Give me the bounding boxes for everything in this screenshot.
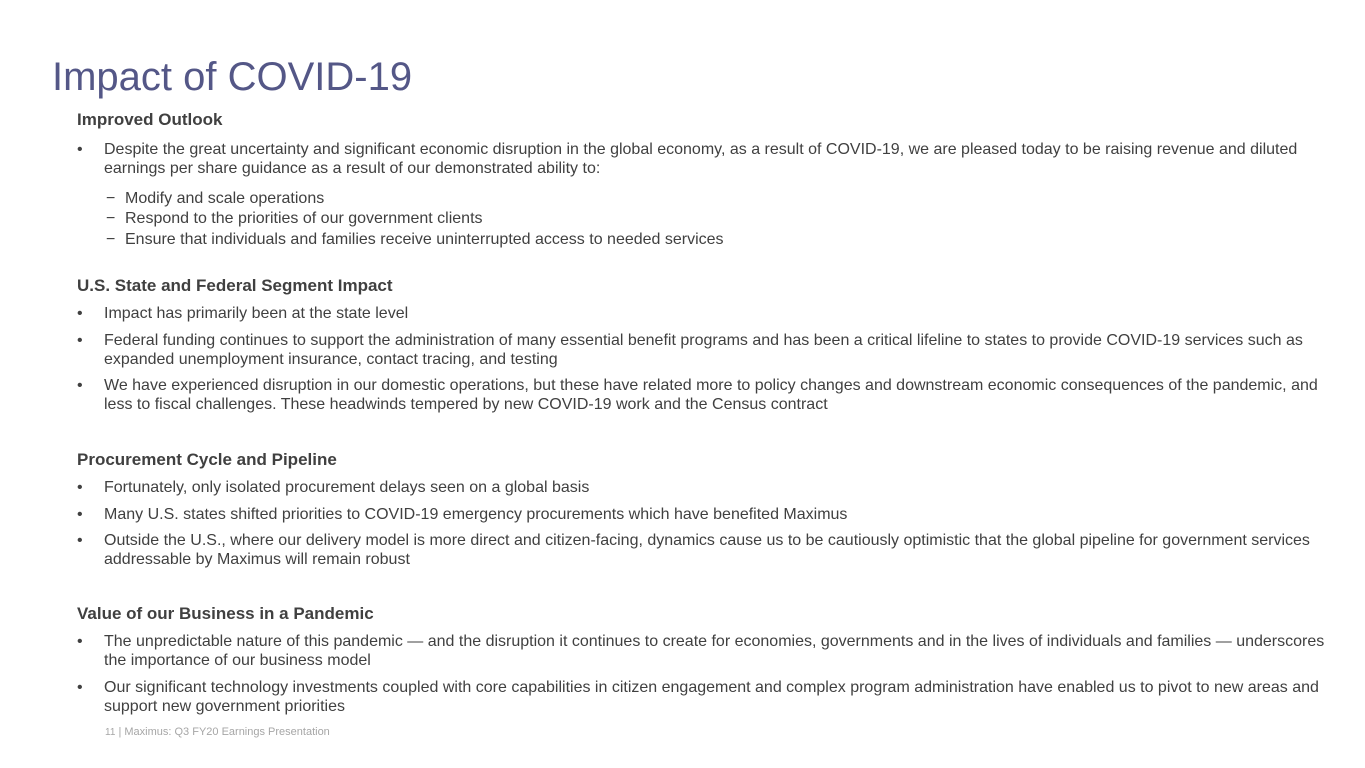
bullet-item: • Our significant technology investments coupled with core capabilities in citizen engagement and complex program administration have enabled us to pivot to new areas and support new government priorities (77, 679, 1319, 715)
bullet-item: • Despite the great uncertainty and significant economic disruption in the global economy, as a result of COVID-19, we are pleased today to be raising revenue and diluted earnings per share guidance as a result of our demonstrated ability to: (77, 141, 1298, 177)
sub-bullet-item: − Modify and scale operations (106, 190, 325, 207)
bullet-icon: • (77, 332, 83, 349)
sub-bullet-item: − Respond to the priorities of our government clients (106, 210, 483, 227)
bullet-icon: • (77, 305, 83, 322)
section-heading-procurement: Procurement Cycle and Pipeline (77, 450, 337, 469)
bullet-icon: • (77, 532, 83, 549)
bullet-icon: • (77, 506, 83, 523)
page-title: Impact of COVID-19 (52, 55, 413, 99)
bullet-item: • Outside the U.S., where our delivery model is more direct and citizen-facing, dynamics cause us to be cautiously optimistic that the global pipeline for government services addressable by Maximus will remain robust (77, 532, 1310, 568)
bullet-icon: • (77, 377, 83, 394)
bullet-icon: • (77, 679, 83, 696)
bullet-icon: • (77, 479, 83, 496)
bullet-item: • We have experienced disruption in our domestic operations, but these have related more to policy changes and downstream economic consequences of the pandemic, and less to fiscal challenges. These headwinds tempered by new COVID-19 work and the Census contract (77, 377, 1318, 413)
dash-icon: − (106, 190, 116, 207)
section-heading-value-of-business: Value of our Business in a Pandemic (77, 604, 374, 623)
bullet-item: • Fortunately, only isolated procurement delays seen on a global basis (77, 479, 590, 496)
dash-icon: − (106, 231, 116, 248)
bullet-item: • Federal funding continues to support the administration of many essential benefit programs and has been a critical lifeline to states to provide COVID-19 services such as expanded unemployment insurance, contact tracing, and testing (77, 332, 1303, 368)
bullet-icon: • (77, 633, 83, 650)
bullet-icon: • (77, 141, 83, 158)
footer-separator: | (118, 726, 122, 738)
sub-bullet-item: − Ensure that individuals and families receive uninterrupted access to needed services (106, 231, 724, 248)
section-heading-improved-outlook: Improved Outlook (77, 110, 223, 129)
section-heading-segment-impact: U.S. State and Federal Segment Impact (77, 276, 393, 295)
footer-text: Maximus: Q3 FY20 Earnings Presentation (124, 726, 330, 738)
bullet-item: • Impact has primarily been at the state level (77, 305, 409, 322)
footer (105, 726, 330, 738)
bullet-item: • The unpredictable nature of this pandemic — and the disruption it continues to create for economies, governments and in the lives of individuals and families — underscores the importance of our business model (77, 633, 1325, 669)
dash-icon: − (106, 210, 116, 227)
page-number: 11 (105, 727, 116, 738)
bullet-item: • Many U.S. states shifted priorities to COVID-19 emergency procurements which have benefited Maximus (77, 506, 848, 523)
